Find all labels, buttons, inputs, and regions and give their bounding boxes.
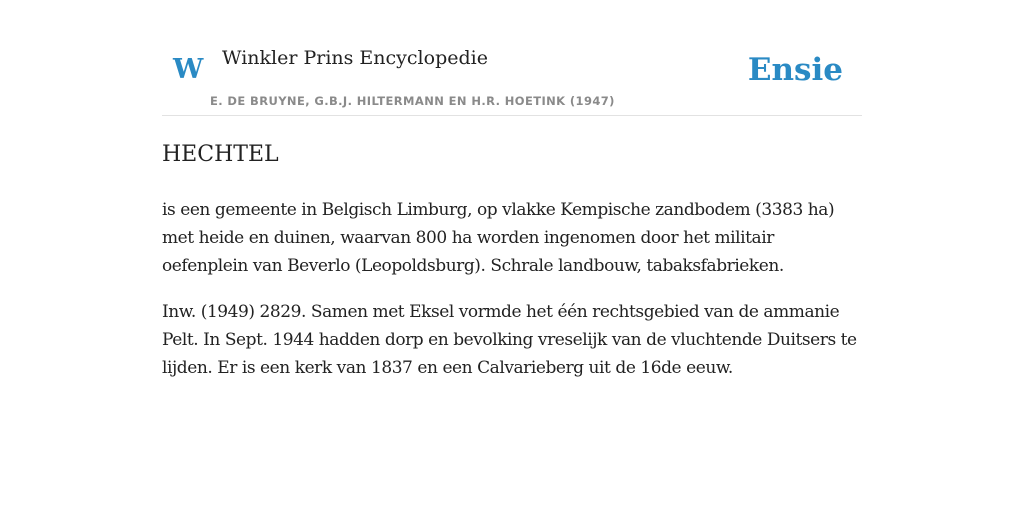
ensie-brand-link[interactable]: Ensie — [747, 52, 843, 88]
winkler-prins-logo[interactable]: W — [173, 54, 204, 85]
entry-content — [162, 136, 862, 400]
entry-title: HECHTEL — [162, 142, 279, 167]
entry-paragraph: is een gemeente in Belgisch Limburg, op vlakke Kempische zandbodem (3383 ha) met heide en duinen, waarvan 800 ha worden ingenomen door het militair oefenplein van Beverlo (Leopoldsburg). Schrale landbouw, tabaksfabrieken. — [162, 200, 835, 276]
book-header — [162, 40, 862, 116]
book-authors: E. DE BRUYNE, G.B.J. HILTERMANN EN H.R. HOETINK (1947) — [210, 94, 615, 108]
entry-paragraph: Inw. (1949) 2829. Samen met Eksel vormde het één rechtsgebied van de ammanie Pelt. In Sept. 1944 hadden dorp en bevolking vreselijk van de vluchtende Duitsers te lijden. Er is een kerk van 1837 en een Calvarieberg uit de 16de eeuw. — [162, 302, 857, 378]
book-title[interactable]: Winkler Prins Encyclopedie — [222, 47, 488, 69]
